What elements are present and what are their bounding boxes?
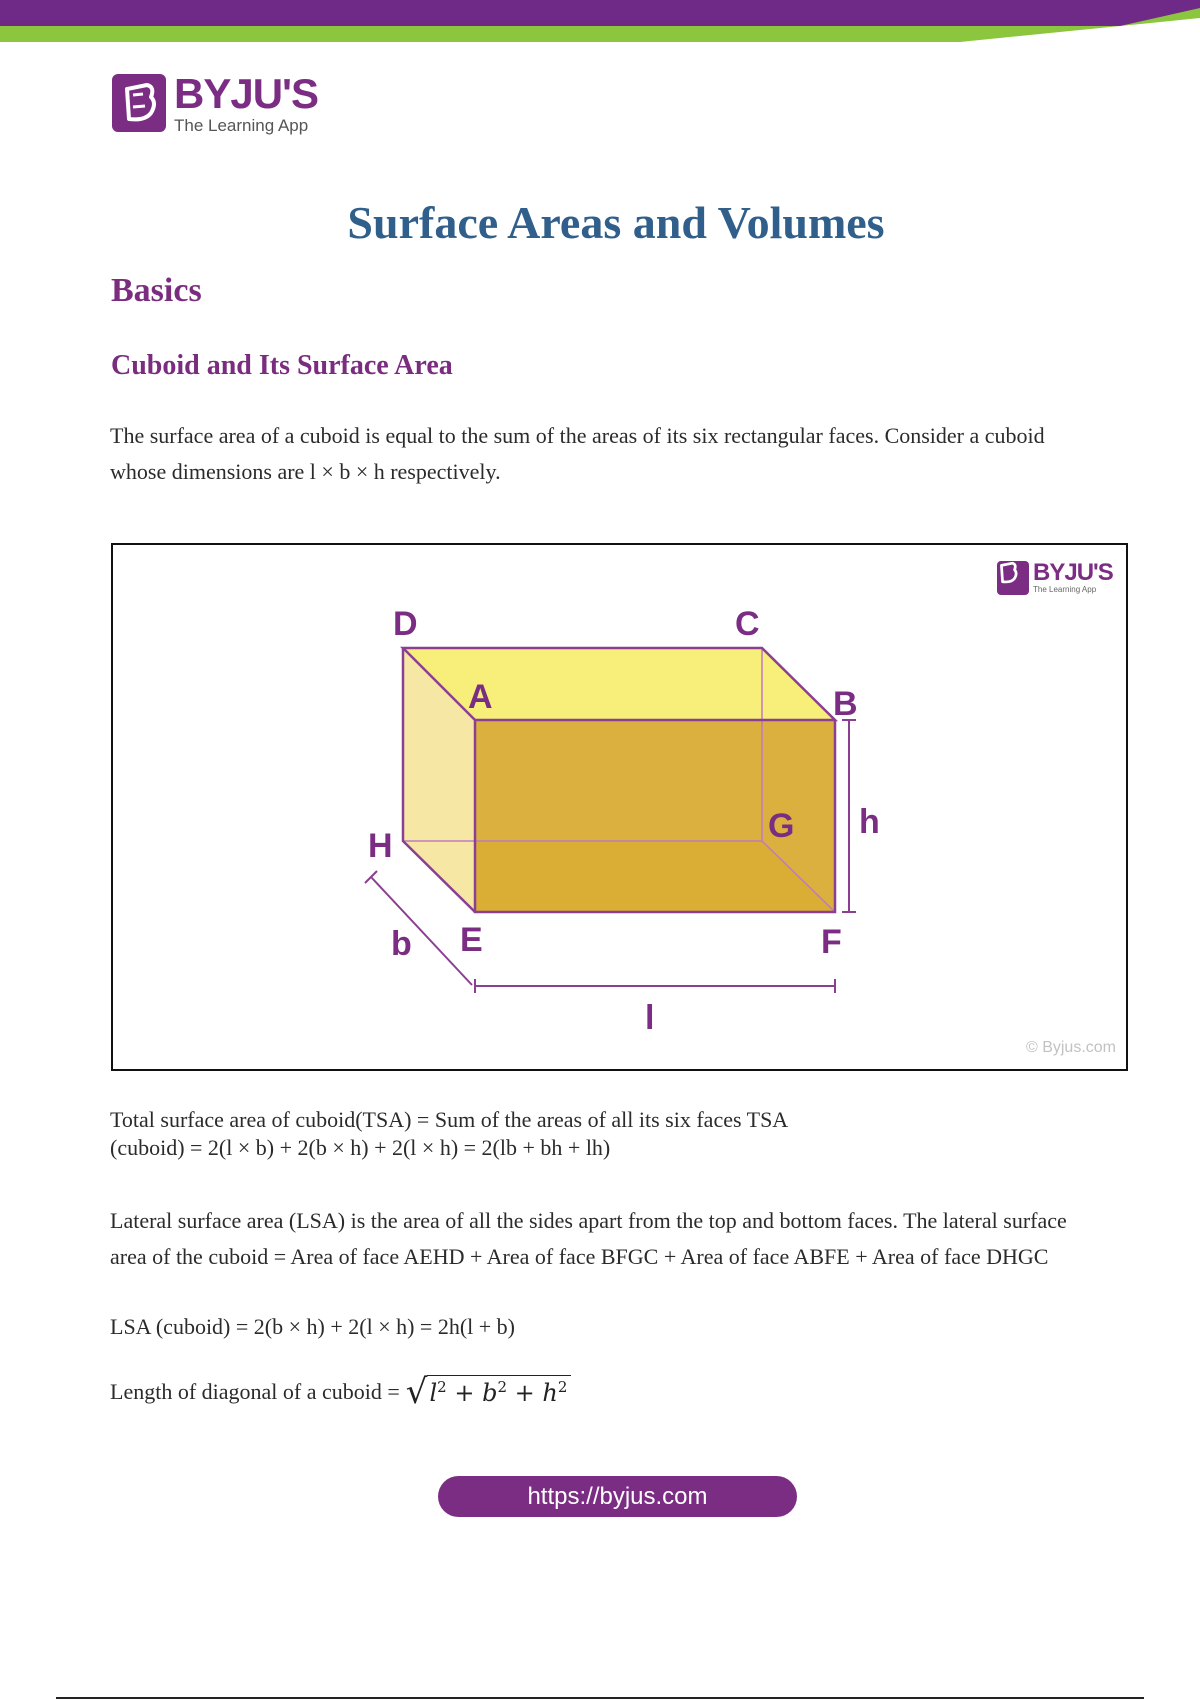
vertex-label-b: B <box>833 685 858 723</box>
vertex-label-g: G <box>768 807 795 845</box>
tsa-formula-line-2: (cuboid) = 2(l × b) + 2(b × h) + 2(l × h) = 2(lb + bh + lh) <box>110 1135 611 1160</box>
diagonal-label: Length of diagonal of a cuboid = <box>110 1379 400 1404</box>
square-root-expression <box>405 1372 572 1412</box>
vertex-label-a: A <box>468 678 493 716</box>
footer-rule <box>56 1697 1144 1699</box>
vertex-label-f: F <box>821 923 842 961</box>
dimension-label-h: h <box>859 803 880 841</box>
figure-brand-name: BYJU'S <box>1033 559 1113 586</box>
figure-copyright: © Byjus.com <box>1025 1039 1116 1056</box>
vertex-label-c: C <box>735 605 760 643</box>
lsa-formula: LSA (cuboid) = 2(b × h) + 2(l × h) = 2h(l + b) <box>110 1314 516 1339</box>
radical-sign-icon: √ <box>405 1372 428 1412</box>
brand-tagline: The Learning App <box>174 116 309 135</box>
brand-logo-mark-icon <box>112 74 166 132</box>
cuboid-diagram <box>113 545 1126 1069</box>
figure-brand-logo <box>997 561 1113 595</box>
vertex-label-e: E <box>460 921 483 959</box>
radicand: $l^2 + b^2 + h^2$ <box>427 1375 571 1409</box>
vertex-label-d: D <box>393 605 418 643</box>
header-band-purple <box>0 0 1200 26</box>
lsa-paragraph: Lateral surface area (LSA) is the area of all the sides apart from the top and bottom faces. The lateral surface area of the cuboid = Area of face AEHD + Area of face BFGC + Area of face ABFE + Area of face DHGC <box>110 1208 1067 1269</box>
dimension-label-b: b <box>391 925 412 963</box>
figure-logo-mark-icon <box>997 561 1029 595</box>
figure-brand-tagline: The Learning App <box>1033 585 1097 594</box>
tsa-formula-line-1: Total surface area of cuboid(TSA) = Sum of the areas of all its six faces TSA <box>110 1107 789 1132</box>
diagonal-formula <box>110 1372 571 1412</box>
vertex-label-h: H <box>368 827 393 865</box>
intro-paragraph: The surface area of a cuboid is equal to the sum of the areas of its six rectangular faces. Consider a cuboid whose dimensions are l × b × h respectively. <box>110 423 1045 484</box>
section-heading-basics: Basics <box>111 272 202 309</box>
cuboid-figure <box>111 543 1128 1071</box>
dimension-label-l: l <box>645 999 655 1037</box>
subsection-heading-cuboid: Cuboid and Its Surface Area <box>111 350 453 381</box>
document-title: Surface Areas and Volumes <box>347 197 885 248</box>
brand-logo <box>112 70 319 136</box>
brand-name: BYJU'S <box>174 70 319 117</box>
website-link-button[interactable]: https://byjus.com <box>438 1476 797 1517</box>
header-band <box>0 0 1200 44</box>
